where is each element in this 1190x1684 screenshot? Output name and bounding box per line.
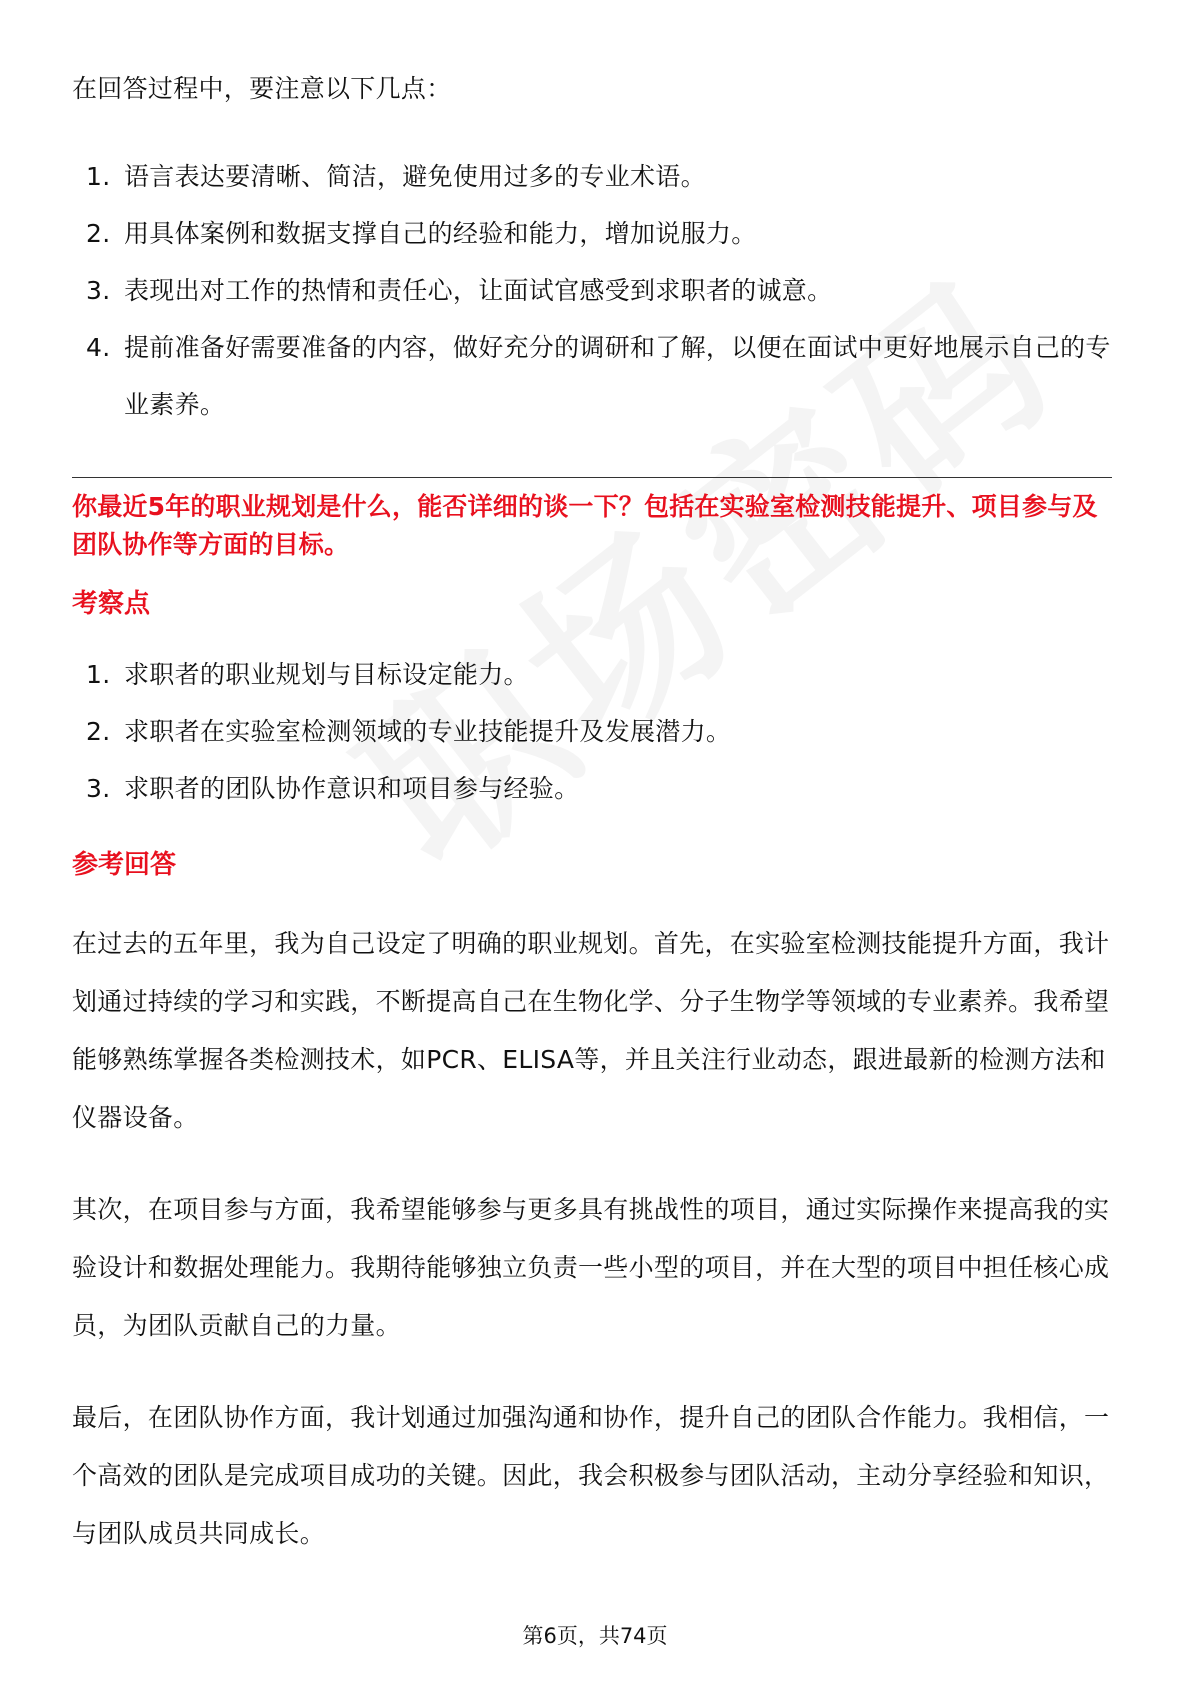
list-item: 1. 求职者的职业规划与目标设定能力。 bbox=[86, 660, 529, 689]
list-item: 3. 求职者的团队协作意识和项目参与经验。 bbox=[86, 774, 580, 803]
intro-text: 在回答过程中，要注意以下几点： bbox=[72, 74, 452, 103]
reference-heading: 参考回答 bbox=[72, 850, 177, 880]
list-item: 2. 求职者在实验室检测领域的专业技能提升及发展潜力。 bbox=[86, 717, 732, 746]
list-item: 4. 提前准备好需要准备的内容，做好充分的调研和了解，以便在面试中更好地展示自己的专业素养。 bbox=[86, 333, 1111, 419]
tips-list bbox=[72, 148, 1112, 433]
page-content bbox=[72, 60, 1112, 1563]
list-item: 3. 表现出对工作的热情和责任心，让面试官感受到求职者的诚意。 bbox=[86, 276, 833, 305]
list-item: 2. 用具体案例和数据支撑自己的经验和能力，增加说服力。 bbox=[86, 219, 757, 248]
answer-paragraph: 最后，在团队协作方面，我计划通过加强沟通和协作，提升自己的团队合作能力。我相信，一个高效的团队是完成项目成功的关键。因此，我会积极参与团队活动，主动分享经验和知识，与团队成员共同成长。 bbox=[72, 1403, 1110, 1548]
answer-paragraph: 其次，在项目参与方面，我希望能够参与更多具有挑战性的项目，通过实际操作来提高我的实验设计和数据处理能力。我期待能够独立负责一些小型的项目，并在大型的项目中担任核心成员，为团队贡献自己的力量。 bbox=[72, 1195, 1110, 1340]
answer-paragraph: 在过去的五年里，我为自己设定了明确的职业规划。首先，在实验室检测技能提升方面，我计划通过持续的学习和实践，不断提高自己在生物化学、分子生物学等领域的专业素养。我希望能够熟练掌握各类检测技术，如PCR、ELISA等，并且关注行业动态，跟进最新的检测方法和仪器设备。 bbox=[72, 929, 1110, 1132]
section-divider bbox=[72, 477, 1112, 478]
page-number: 第6页，共74页 bbox=[522, 1624, 668, 1648]
assessment-heading: 考察点 bbox=[72, 589, 151, 619]
interview-question: 你最近5年的职业规划是什么，能否详细的谈一下？包括在实验室检测技能提升、项目参与及团队协作等方面的目标。 bbox=[72, 492, 1098, 559]
list-item: 1. 语言表达要清晰、简洁，避免使用过多的专业术语。 bbox=[86, 162, 706, 191]
assessment-list bbox=[72, 646, 1112, 817]
